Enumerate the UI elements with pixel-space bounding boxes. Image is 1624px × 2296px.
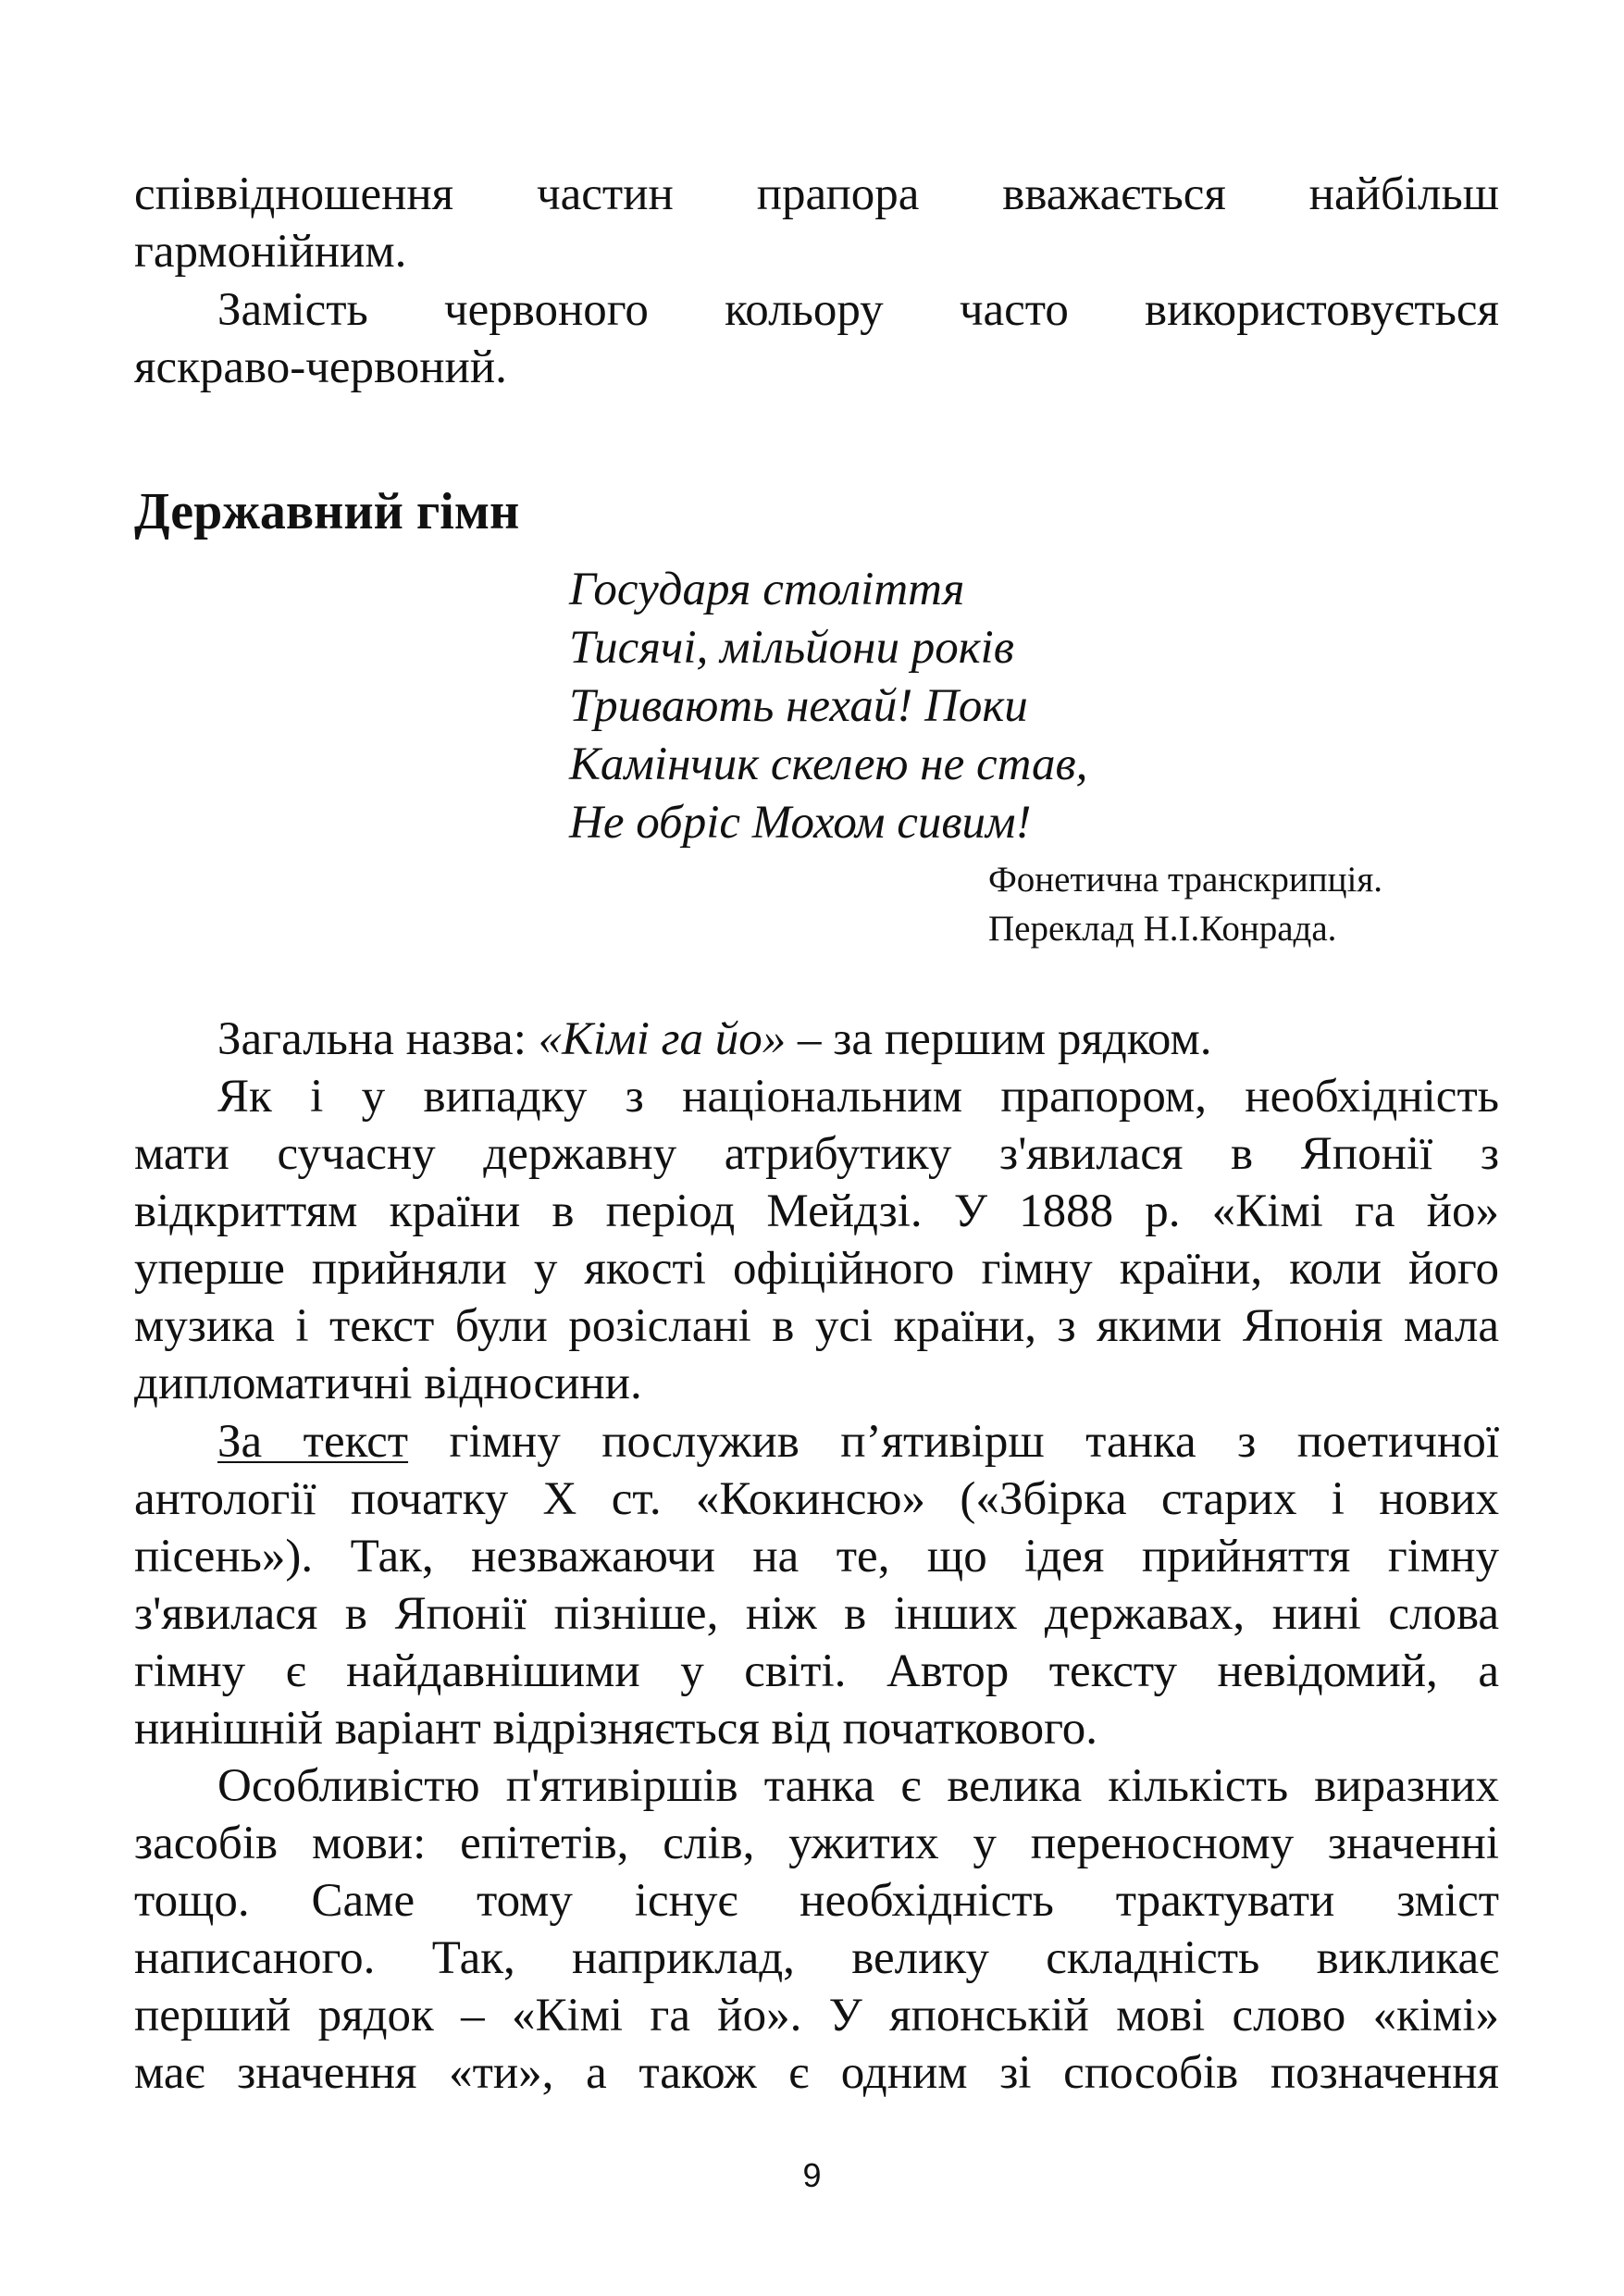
text-line: перший рядок – «Кімі га йо». У японській мові слово «кімі» <box>134 1990 1499 2042</box>
text-line: Особливістю п'ятивіршів танка є велика кількість виразних <box>217 1760 1499 1812</box>
text-line: Як і у випадку з національним прапором, необхідність <box>217 1071 1499 1123</box>
text-line: засобів мови: епітетів, слів, ужитих у переносному значенні <box>134 1818 1499 1869</box>
text-line: з'явилася в Японії пізніше, ніж в інших державах, нині слова <box>134 1588 1499 1640</box>
text-run: – за першим рядком. <box>786 1013 1212 1065</box>
anthem-title: «Кімі га йо» <box>538 1013 787 1065</box>
text-run: гімну послужив п’ятивірш танка з поетичної <box>408 1416 1499 1468</box>
text-line: має значення «ти», а також є одним зі способів позначення <box>134 2047 1499 2099</box>
translation-note: Переклад Н.І.Конрада. <box>988 909 1337 949</box>
text-line: мати сучасну державну атрибутику з'явилася в Японії з <box>134 1128 1499 1180</box>
text-run: Загальна назва: <box>217 1013 539 1065</box>
text-line: написаного. Так, наприклад, велику складність викликає <box>134 1932 1499 1984</box>
text-line: уперше прийняли у якості офіційного гімну країни, коли його <box>134 1243 1499 1295</box>
text-line: музика і текст були розіслані в усі країни, з якими Японія мала <box>134 1300 1499 1352</box>
text-line: гармонійним. <box>134 226 407 278</box>
text-line: яскраво-червоний. <box>134 341 507 393</box>
text-line: гімну є найдавнішими у світі. Автор тексту невідомий, а <box>134 1645 1499 1697</box>
text-line <box>217 1011 1499 1067</box>
page-number: 9 <box>802 2156 822 2194</box>
text-line: нинішній варіант відрізняється від початкового. <box>134 1703 1098 1755</box>
text-line <box>217 1414 1499 1470</box>
text-line: тощо. Саме тому існує необхідність трактувати зміст <box>134 1875 1499 1927</box>
underlined-phrase: За текст <box>217 1416 409 1468</box>
poem-line: Тисячі, мільйони років <box>569 622 1014 674</box>
poem-line: Тривають нехай! Поки <box>569 680 1028 732</box>
poem-line: Камінчик скелею не став, <box>569 738 1088 790</box>
text-line: дипломатичні відносини. <box>134 1358 642 1409</box>
transcription-note: Фонетична транскрипція. <box>988 860 1383 900</box>
text-line: пісень»). Так, незважаючи на те, що ідея прийняття гімну <box>134 1531 1499 1582</box>
text-line: відкриттям країни в період Мейдзі. У 1888 р. «Кімі га йо» <box>134 1185 1499 1237</box>
poem-line: Не обріс Мохом сивим! <box>569 797 1032 849</box>
text-line: антології початку Х ст. «Кокинсю» («Збірка старих і нових <box>134 1473 1499 1525</box>
text-line: співвідношення частин прапора вважається найбільш <box>134 168 1499 220</box>
section-heading: Державний гімн <box>134 483 520 540</box>
text-line: Замість червоного кольору часто використовується <box>217 284 1499 336</box>
poem-line: Государя століття <box>569 564 965 615</box>
